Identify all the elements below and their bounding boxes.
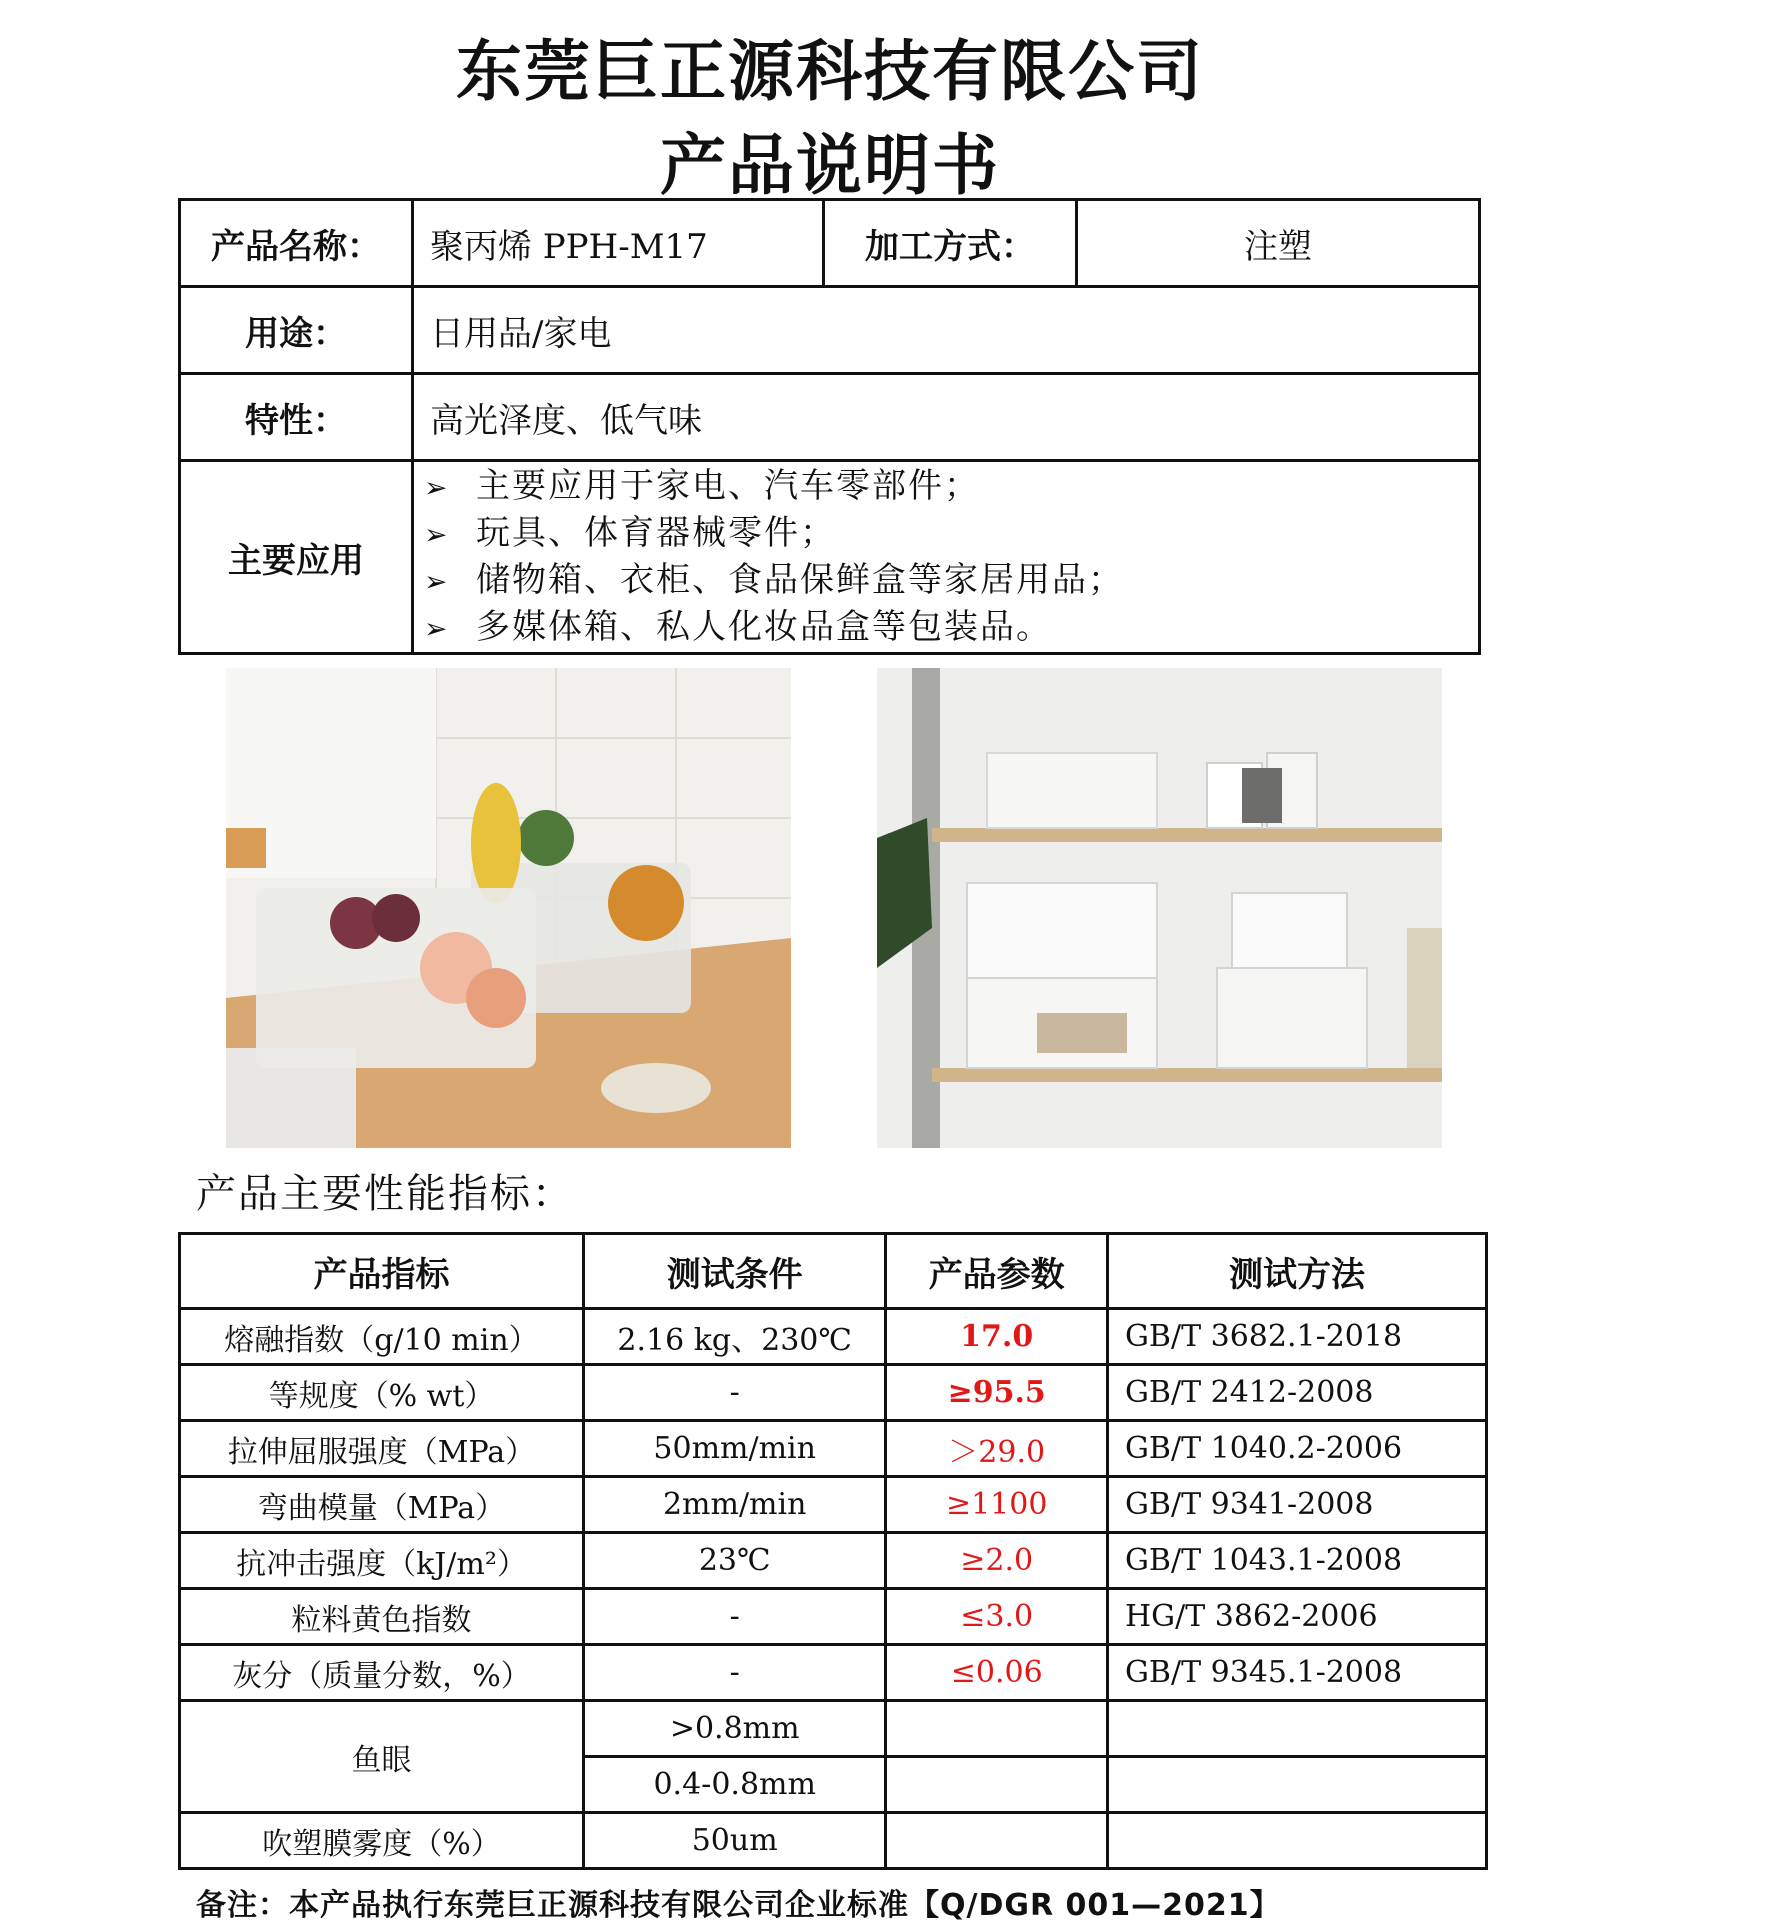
- condition-cell: >0.8mm: [583, 1701, 885, 1757]
- method-cell: GB/T 9345.1-2008: [1107, 1645, 1486, 1701]
- condition-cell: 50mm/min: [583, 1421, 885, 1477]
- method-cell: [1107, 1813, 1486, 1869]
- method-cell: GB/T 3682.1-2018: [1107, 1309, 1486, 1365]
- table-row: [180, 1365, 1487, 1421]
- performance-spec-table: [178, 1232, 1488, 1870]
- shelf-storage-box-photo: [877, 668, 1442, 1148]
- value-cell: ≤0.06: [886, 1645, 1108, 1701]
- condition-cell: -: [583, 1645, 885, 1701]
- feature-value: 高光泽度、低气味: [413, 374, 1480, 461]
- table-row: [180, 1309, 1487, 1365]
- use-label: 用途：: [180, 287, 413, 374]
- method-cell: [1107, 1757, 1486, 1813]
- table-row: [180, 1813, 1487, 1869]
- header-value: 产品参数: [886, 1234, 1108, 1309]
- spec-heading: 产品主要性能指标：: [196, 1171, 574, 1217]
- condition-cell: 50um: [583, 1813, 885, 1869]
- method-cell: HG/T 3862-2006: [1107, 1589, 1486, 1645]
- applications-cell: [413, 461, 1480, 654]
- method-cell: GB/T 2412-2008: [1107, 1365, 1486, 1421]
- condition-cell: 2.16 kg、230℃: [583, 1309, 885, 1365]
- list-item: ➢ 储物箱、衣柜、食品保鲜盒等家居用品；: [424, 557, 1478, 604]
- condition-cell: 23℃: [583, 1533, 885, 1589]
- table-row: [180, 1421, 1487, 1477]
- product-name-label: 产品名称：: [180, 200, 413, 287]
- method-cell: GB/T 9341-2008: [1107, 1477, 1486, 1533]
- fisheye-indicator-cell: 鱼眼: [180, 1701, 584, 1813]
- info-row-applications: [180, 461, 1480, 654]
- value-cell: ≥1100: [886, 1477, 1108, 1533]
- applications-label: 主要应用: [180, 461, 413, 654]
- document-title: 产品说明书: [660, 127, 1000, 204]
- indicator-cell: 粒料黄色指数: [180, 1589, 584, 1645]
- header-indicator: 产品指标: [180, 1234, 584, 1309]
- indicator-cell: 拉伸屈服强度（MPa）: [180, 1421, 584, 1477]
- arrow-bullet-icon: ➢: [424, 471, 450, 504]
- value-cell: [886, 1813, 1108, 1869]
- value-cell: ≤3.0: [886, 1589, 1108, 1645]
- value-cell: ≥2.0: [886, 1533, 1108, 1589]
- feature-label: 特性：: [180, 374, 413, 461]
- value-cell: [886, 1757, 1108, 1813]
- applications-list: [414, 463, 1478, 651]
- arrow-bullet-icon: ➢: [424, 565, 450, 598]
- info-row-use: [180, 287, 1480, 374]
- header-condition: 测试条件: [583, 1234, 885, 1309]
- condition-cell: -: [583, 1365, 885, 1421]
- arrow-bullet-icon: ➢: [424, 612, 450, 645]
- table-row: [180, 1589, 1487, 1645]
- value-cell: ＞29.0: [886, 1421, 1108, 1477]
- indicator-cell: 等规度（% wt）: [180, 1365, 584, 1421]
- condition-cell: 0.4-0.8mm: [583, 1757, 885, 1813]
- product-name-value: 聚丙烯 PPH-M17: [413, 200, 824, 287]
- remark-note: 备注：本产品执行东莞巨正源科技有限公司企业标准【Q/DGR 001—2021】: [196, 1888, 1281, 1923]
- list-item: ➢ 多媒体箱、私人化妆品盒等包装品。: [424, 604, 1478, 651]
- use-value: 日用品/家电: [413, 287, 1480, 374]
- header-method: 测试方法: [1107, 1234, 1486, 1309]
- list-item: ➢ 主要应用于家电、汽车零部件；: [424, 463, 1478, 510]
- indicator-cell: 熔融指数（g/10 min）: [180, 1309, 584, 1365]
- table-row: [180, 1477, 1487, 1533]
- indicator-cell: 弯曲模量（MPa）: [180, 1477, 584, 1533]
- method-cell: GB/T 1043.1-2008: [1107, 1533, 1486, 1589]
- table-row: [180, 1533, 1487, 1589]
- indicator-cell: 灰分（质量分数，%）: [180, 1645, 584, 1701]
- indicator-cell: 吹塑膜雾度（%）: [180, 1813, 584, 1869]
- product-info-table: [178, 198, 1481, 655]
- condition-cell: 2mm/min: [583, 1477, 885, 1533]
- process-label: 加工方式：: [824, 200, 1077, 287]
- table-row: [180, 1701, 1487, 1757]
- condition-cell: -: [583, 1589, 885, 1645]
- info-row-feature: [180, 374, 1480, 461]
- value-cell: [886, 1701, 1108, 1757]
- list-item: ➢ 玩具、体育器械零件；: [424, 510, 1478, 557]
- indicator-cell: 抗冲击强度（kJ/m²）: [180, 1533, 584, 1589]
- value-cell: ≥95.5: [886, 1365, 1108, 1421]
- value-cell: 17.0: [886, 1309, 1108, 1365]
- info-row-name: [180, 200, 1480, 287]
- process-value: 注塑: [1077, 200, 1480, 287]
- company-name: 东莞巨正源科技有限公司: [456, 33, 1204, 110]
- table-row: [180, 1645, 1487, 1701]
- kitchen-storage-bin-photo: [226, 668, 791, 1148]
- arrow-bullet-icon: ➢: [424, 518, 450, 551]
- method-cell: [1107, 1701, 1486, 1757]
- method-cell: GB/T 1040.2-2006: [1107, 1421, 1486, 1477]
- table-header-row: [180, 1234, 1487, 1309]
